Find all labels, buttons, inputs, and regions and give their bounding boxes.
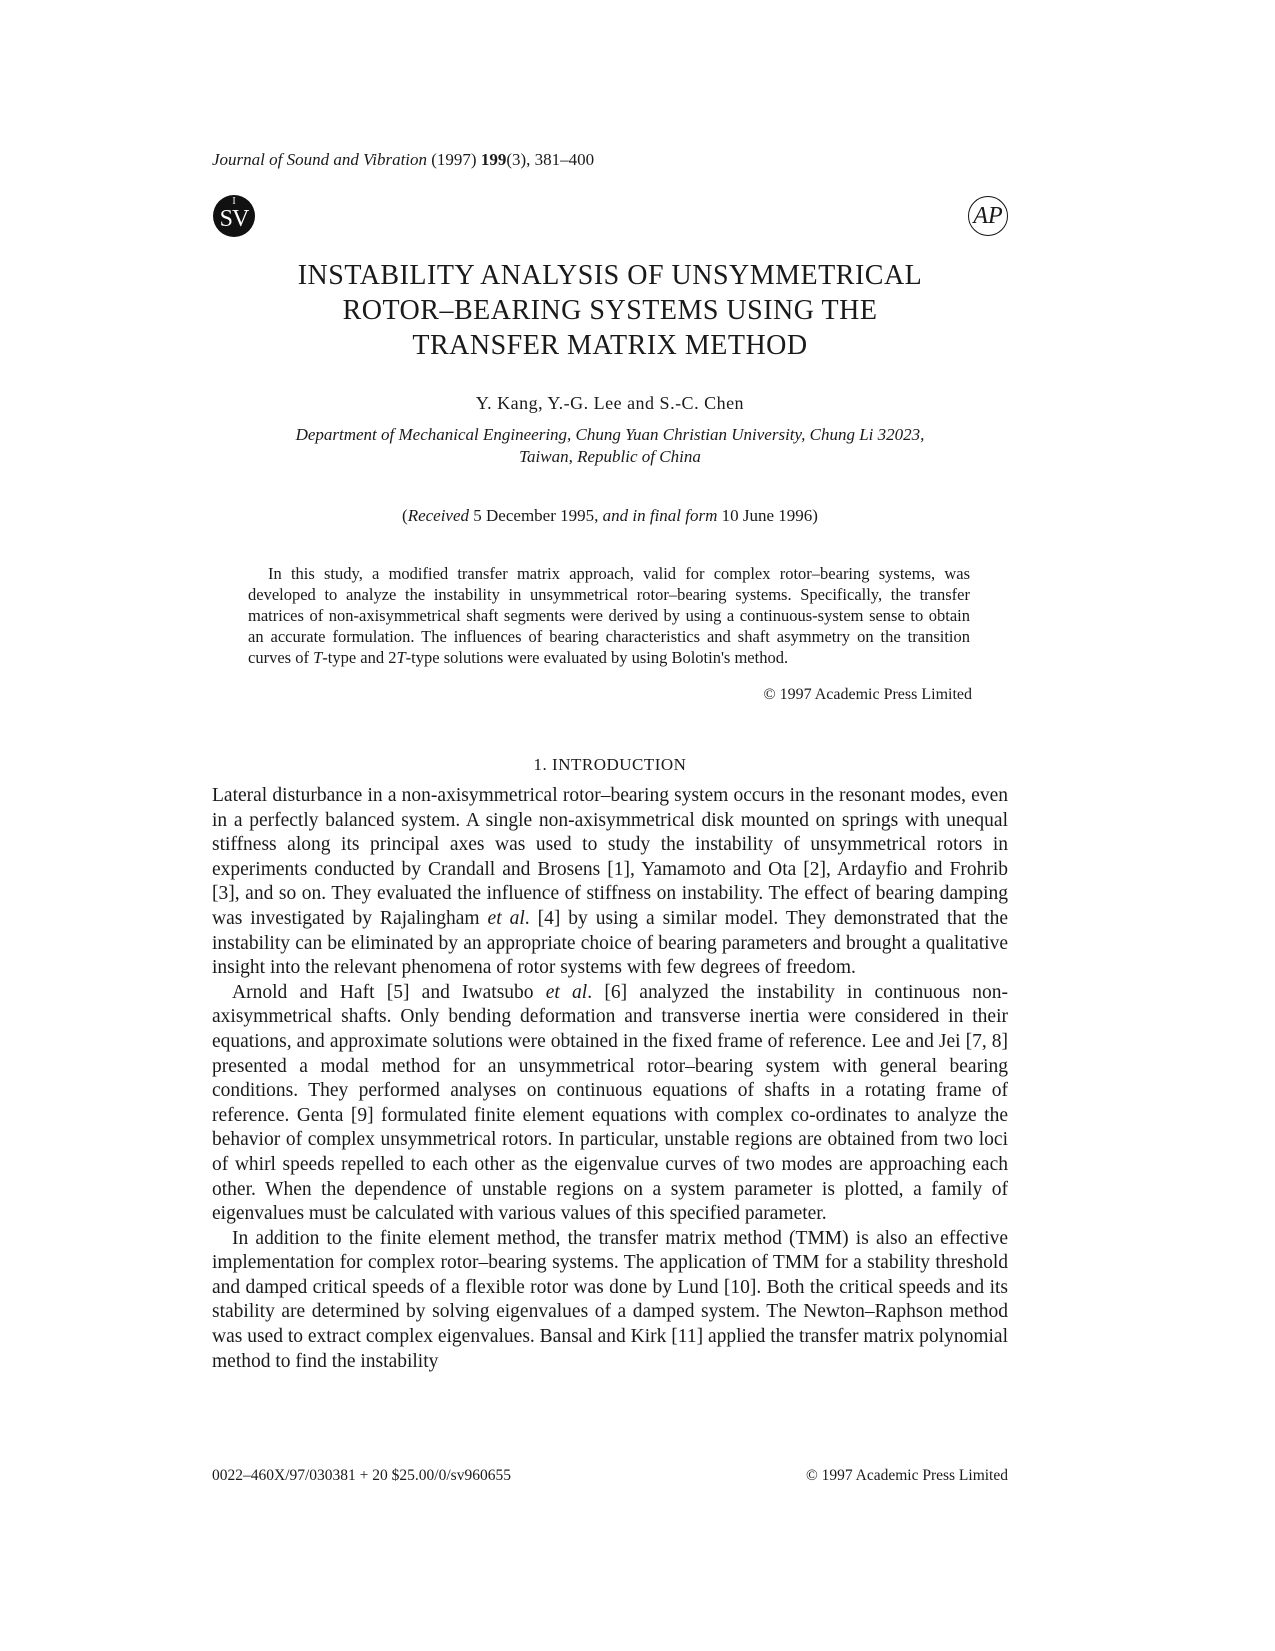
paper-title xyxy=(212,258,1008,363)
affiliation-line-1: Department of Mechanical Engineering, Chung Yuan Christian University, Chung Li 32023, xyxy=(295,425,925,444)
ap-logo-text: AP xyxy=(973,203,1003,229)
title-line: INSTABILITY ANALYSIS OF UNSYMMETRICAL xyxy=(297,260,923,291)
journal-name: Journal of Sound and Vibration xyxy=(212,150,428,169)
title-line: ROTOR–BEARING SYSTEMS USING THE xyxy=(342,295,878,326)
footer-code: 0022–460X/97/030381 + 20 $25.00/0/sv960655 xyxy=(212,1467,511,1484)
sv-logo-small: I xyxy=(232,196,236,207)
title-line: TRANSFER MATRIX METHOD xyxy=(412,330,808,361)
paragraph: In addition to the finite element method, the transfer matrix method (TMM) is also an effective implementation for complex rotor–bearing systems. The application of TMM for a stability threshold and damped critical speeds of a flexible rotor was done by Lund [10]. Both the critical speeds and its stability are determined by solving eigenvalues of a damped system. The Newton–Raphson method was used to extract complex eigenvalues. Bansal and Kirk [11] applied the transfer matrix polynomial method to find the instability xyxy=(212,1227,1008,1372)
paragraph: Arnold and Haft [5] and Iwatsubo et al. [6] analyzed the instability in continuous non-axisymmetrical shafts. Only bending deformation and transverse inertia were considered in their equations, and approximate solutions were obtained in the fixed frame of reference. Lee and Jei [7, 8] presented a modal method for an unsymmetrical rotor–bearing system with general bearing conditions. They performed analyses on continuous equations of shafts in a rotating frame of reference. Genta [9] formulated finite element equations with complex co-ordinates to analyze the behavior of complex unsymmetrical rotors. In particular, unstable regions are obtained from two loci of whirl speeds repelled to each other as the eigenvalue curves of two modes are approaching each other. When the dependence of unstable regions on a system parameter is plotted, a family of eigenvalues must be calculated with various values of this specified parameter. xyxy=(212,981,1008,1225)
journal-volume: 199 xyxy=(480,150,507,169)
paragraph: Lateral disturbance in a non-axisymmetrical rotor–bearing system occurs in the resonant modes, even in a perfectly balanced system. A single non-axisymmetrical disk mounted on springs with unequal stiffness along its principal axes was used to study the instability of unsymmetrical rotors in experiments conducted by Crandall and Brosens [1], Yamamoto and Ota [2], Ardayfio and Frohrib [3], and so on. They evaluated the influence of stiffness on instability. The effect of bearing damping was investigated by Rajalingham et al. [4] by using a similar model. They demonstrated that the instability can be eliminated by an appropriate choice of bearing parameters and brought a qualitative insight into the relevant phenomena of rotor systems with few degrees of freedom. xyxy=(212,785,1008,979)
abstract-copyright: © 1997 Academic Press Limited xyxy=(763,686,972,703)
affiliation-line-2: Taiwan, Republic of China xyxy=(519,447,701,466)
abstract: In this study, a modified transfer matrix approach, valid for complex rotor–bearing systems, was developed to analyze the instability in unsymmetrical rotor–bearing systems. Specifically, the transfer matrices of non-axisymmetrical shaft segments were derived by using a continuous-system sense to obtain an accurate formulation. The influences of bearing characteristics and shaft asymmetry on the transition curves of T-type and 2T-type solutions were evaluated by using Bolotin's method. xyxy=(248,564,970,667)
received-dates: (Received 5 December 1995, and in final form 10 June 1996) xyxy=(402,506,818,525)
ap-logo-icon xyxy=(968,196,1008,236)
journal-citation xyxy=(212,150,594,170)
footer-copyright: © 1997 Academic Press Limited xyxy=(805,1467,1008,1484)
affiliation xyxy=(240,424,980,468)
author-list: Y. Kang, Y.-G. Lee and S.-C. Chen xyxy=(475,393,745,413)
body-text xyxy=(212,784,1008,1374)
sv-logo-icon xyxy=(213,195,255,237)
journal-issue-pages: (3), 381–400 xyxy=(506,150,595,169)
sv-logo-text: SV xyxy=(219,206,249,232)
section-heading: 1. INTRODUCTION xyxy=(533,755,687,774)
journal-year: (1997) xyxy=(431,150,477,169)
